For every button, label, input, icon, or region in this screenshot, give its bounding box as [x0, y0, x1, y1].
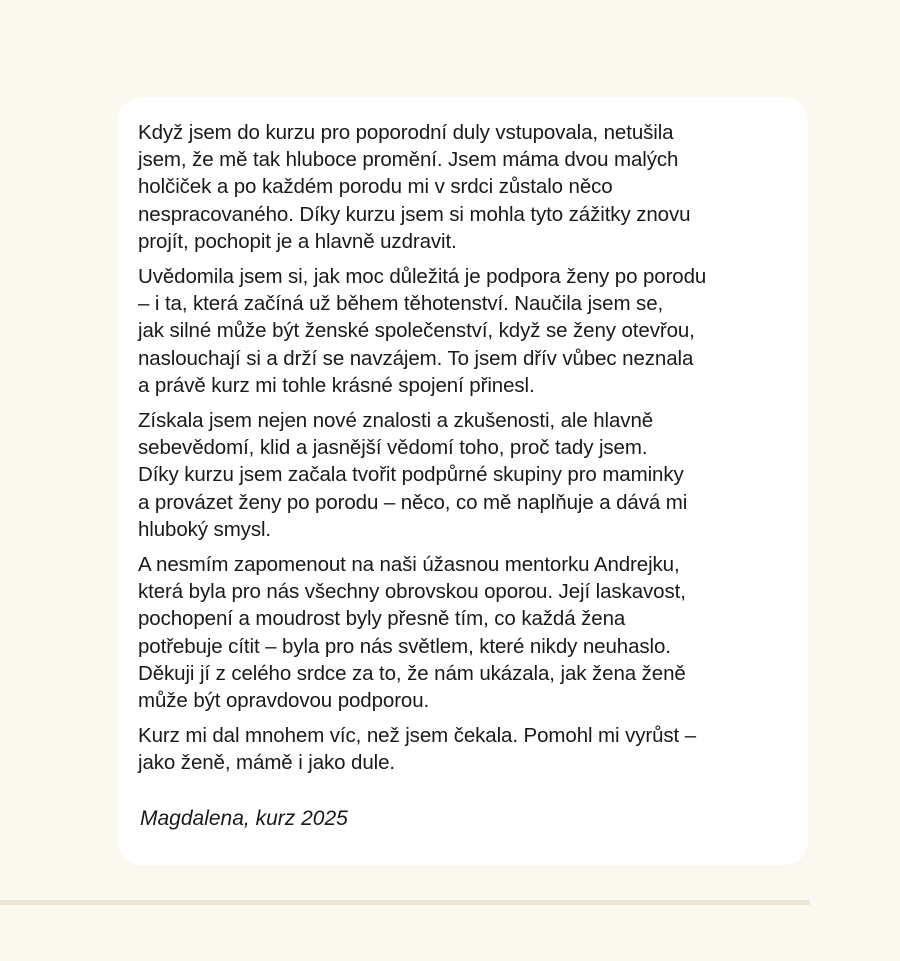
paragraph-line: může být opravdovou podporou. [138, 689, 430, 713]
paragraph-line: Díky kurzu jsem začala tvořit podpůrné skupiny pro maminky [138, 463, 684, 487]
testimonial-text [138, 119, 808, 777]
paragraph-line: Kurz mi dal mnohem víc, než jsem čekala. Pomohl mi vyrůst – [138, 724, 697, 748]
paragraph-line: A nesmím zapomenout na naši úžasnou mentorku Andrejku, [138, 553, 680, 577]
paragraph-line: která byla pro nás všechny obrovskou oporou. Její laskavost, [138, 580, 686, 604]
testimonial-signature: Magdalena, kurz 2025 [140, 807, 348, 830]
testimonial-paragraph [138, 119, 808, 255]
paragraph-line: naslouchají si a drží se navzájem. To jsem dřív vůbec neznala [138, 346, 694, 370]
paragraph-line: jsem, že mě tak hluboce promění. Jsem máma dvou malých [138, 148, 679, 172]
paragraph-line: projít, pochopit je a hlavně uzdravit. [138, 229, 457, 253]
paragraph-line: a právě kurz mi tohle krásné spojení přinesl. [138, 373, 535, 397]
paragraph-line: jako ženě, mámě i jako dule. [138, 751, 396, 775]
paragraph-line: a provázet ženy po porodu – něco, co mě naplňuje a dává mi [138, 490, 688, 514]
testimonial-paragraph [138, 722, 808, 776]
paragraph-line: hluboký smysl. [138, 517, 272, 541]
testimonial-paragraph [138, 551, 808, 714]
testimonial-paragraph [138, 263, 808, 399]
paragraph-line: Získala jsem nejen nové znalosti a zkušenosti, ale hlavně [138, 409, 654, 433]
paragraph-line: Děkuji jí z celého srdce za to, že nám ukázala, jak žena ženě [138, 661, 686, 685]
paragraph-line: jak silné může být ženské společenství, když se ženy otevřou, [138, 319, 695, 343]
paragraph-line: nespracovaného. Díky kurzu jsem si mohla tyto zážitky znovu [138, 202, 691, 226]
paragraph-line: Uvědomila jsem si, jak moc důležitá je podpora ženy po porodu [138, 265, 707, 289]
paragraph-line: pochopení a moudrost byly přesně tím, co každá žena [138, 607, 626, 631]
bottom-divider [0, 900, 810, 905]
paragraph-line: holčiček a po každém porodu mi v srdci zůstalo něco [138, 175, 613, 199]
paragraph-line: Když jsem do kurzu pro poporodní duly vstupovala, netušila [138, 121, 674, 144]
paragraph-line: sebevědomí, klid a jasnější vědomí toho, proč tady jsem. [138, 436, 648, 460]
paragraph-line: – i ta, která začíná už během těhotenství. Naučila jsem se, [138, 292, 664, 316]
paragraph-line: potřebuje cítit – byla pro nás světlem, které nikdy neuhaslo. [138, 634, 671, 658]
testimonial-paragraph [138, 407, 808, 543]
testimonial-card [118, 97, 808, 865]
